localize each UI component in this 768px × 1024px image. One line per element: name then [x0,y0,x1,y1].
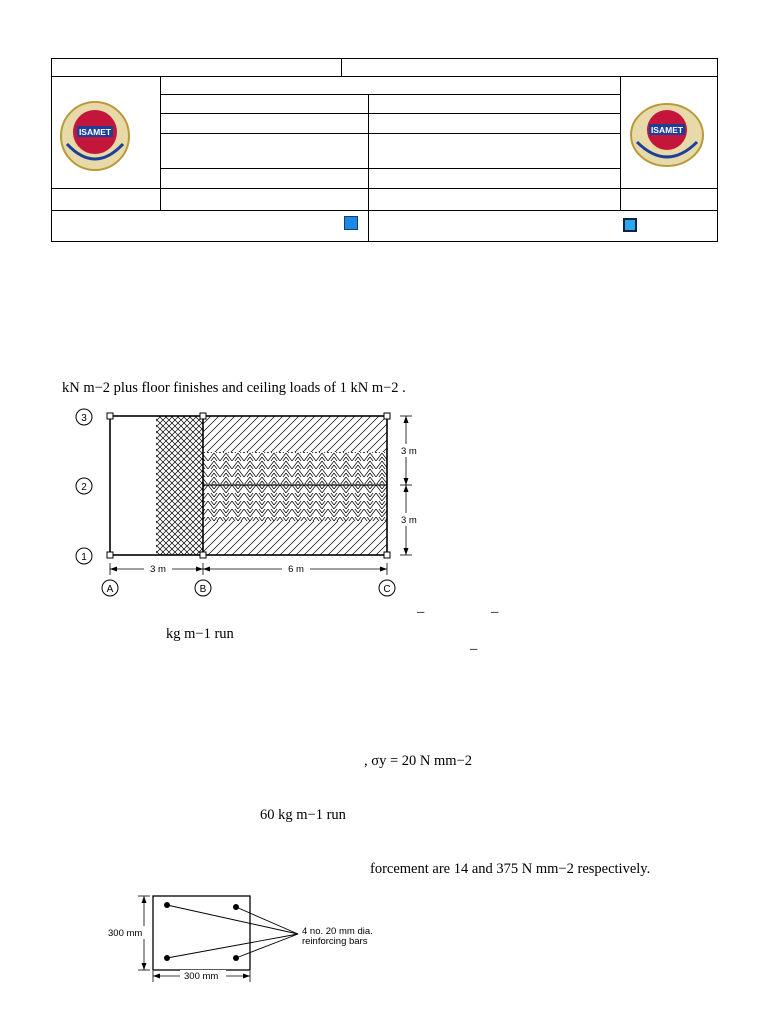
column-marker [384,413,390,419]
slab-panel-upper-mid [203,452,387,484]
isamet-logo-left [57,98,133,174]
dim-span-ab: 3 m [150,564,166,575]
slab-panel-top [203,416,387,452]
logo-left-text: ISAMET [78,127,112,137]
slab-panel-lower-mid [203,485,387,521]
slab-panel-crosshatch [156,416,203,555]
grid-row-2: 2 [81,482,87,493]
dash-1: – [417,604,425,620]
option-checkbox-right[interactable] [623,218,637,232]
grid-row-1: 1 [81,552,87,563]
option-checkbox-left[interactable] [344,216,358,230]
column-marker [107,413,113,419]
column-section-figure [100,888,400,988]
grid-col-b: B [199,584,207,595]
header-table [51,58,718,242]
column-marker [107,552,113,558]
dash-2: – [491,604,499,620]
isamet-logo-right [627,100,707,170]
grid-col-c: C [383,584,391,595]
floor-plan-figure [70,405,430,600]
dim-span-3-2: 3 m [401,446,417,457]
column-marker [200,552,206,558]
bars-label-line2: reinforcing bars [302,936,368,947]
sigma-text: , σy = 20 N mm−2 [364,753,472,769]
slab-panel-bottom [203,521,387,555]
section-height-label: 300 mm [108,928,143,939]
grid-col-a: A [106,584,114,595]
bars-label-line1: 4 no. 20 mm dia. [302,926,373,937]
dash-3: – [470,641,478,657]
logo-right-text: ISAMET [650,125,684,135]
kg-run-text: kg m−1 run [166,626,234,642]
grid-row-3: 3 [81,413,87,424]
dim-span-bc: 6 m [288,564,304,575]
section-width-label: 300 mm [184,971,219,982]
column-marker [384,552,390,558]
column-marker [200,413,206,419]
loads-text: kN m−2 plus floor finishes and ceiling loads of 1 kN m−2 . [62,380,406,396]
dim-span-2-1: 3 m [401,515,417,526]
sixty-kg-text: 60 kg m−1 run [260,807,346,823]
reinforcement-text: forcement are 14 and 375 N mm−2 respectively. [370,861,651,877]
